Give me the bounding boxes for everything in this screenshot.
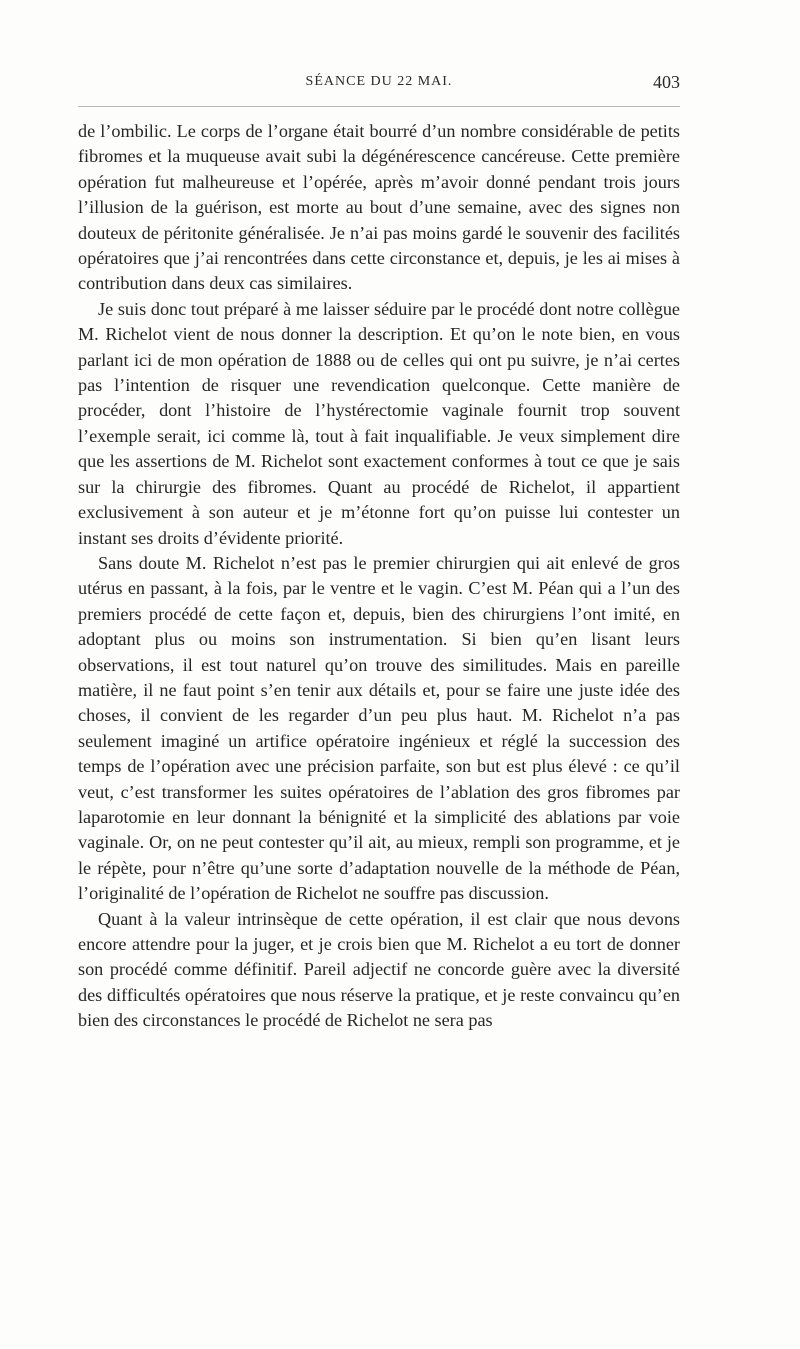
paragraph-4: Quant à la valeur intrinsèque de cette opération, il est clair que nous devons encore attendre pour la juger, et je crois bien que M. Richelot a eu tort de donner son procédé comme définitif. Pareil adjectif ne concorde guère avec la diversité des difficultés opératoires que nous réserve la pratique, et je reste convaincu qu’en bien des circonstances le procédé de Richelot ne sera pas [78, 908, 680, 1031]
paragraph-1: de l’ombilic. Le corps de l’organe était bourré d’un nombre considérable de petits fibromes et la muqueuse avait subi la dégénérescence cancéreuse. Cette première opération fut malheureuse et l’opérée, après m’avoir donné pendant trois jours l’illusion de la guérison, est morte au bout d’une semaine, avec des signes non douteux de péritonite généralisée. Je n’ai pas moins gardé le souvenir des facilités opératoires que j’ai rencontrées dans cette circonstance et, depuis, je les ai mises à contribution dans deux cas similaires. [78, 121, 680, 294]
paragraph-2: Je suis donc tout préparé à me laisser séduire par le procédé dont notre collègue M. Richelot vient de nous donner la description. Et qu’on le note bien, en vous parlant ici de mon opération de 1888 ou de celles qui ont pu suivre, je n’ai certes pas l’intention de risquer une revendication quelconque. Cette manière de procéder, dont l’histoire de l’hystérectomie vaginale fournit trop souvent l’exemple serait, ici comme là, tout à fait inqualifiable. Je veux simplement dire que les assertions de M. Richelot sont exactement conformes à tout ce que je sais sur la chirurgie des fibromes. Quant au procédé de Richelot, il appartient exclusivement à son auteur et je m’étonne fort qu’on puisse lui contester un instant ses droits d’évidente priorité. [78, 298, 680, 548]
page-number: 403 [653, 72, 680, 92]
running-head [78, 74, 680, 98]
paragraph-3: Sans doute M. Richelot n’est pas le premier chirurgien qui ait enlevé de gros utérus en passant, à la fois, par le ventre et le vagin. C’est M. Péan qui a l’un des premiers procédé de cette façon et, depuis, bien des chirurgiens l’ont imité, en adoptant plus ou moins son instrumentation. Si bien qu’en lisant leurs observations, il est tout naturel qu’on trouve des similitudes. Mais en pareille matière, il ne faut point s’en tenir aux détails et, pour se faire une juste idée des choses, il convient de les regarder d’un peu plus haut. M. Richelot n’a pas seulement imaginé un artifice opératoire ingénieux et réglé la succession des temps de l’opération avec une précision parfaite, son but est plus élevé : ce qu’il veut, c’est transformer les suites opératoires de l’ablation des gros fibromes par laparotomie en leur donnant la bénignité et la simplicité des ablations par voie vaginale. Or, on ne peut contester qu’il ait, au mieux, rempli son programme, et je le répète, pour n’être qu’une sorte d’adaptation nouvelle de la méthode de Péan, l’originalité de l’opération de Richelot ne souffre pas discussion. [78, 552, 680, 904]
body-text [78, 119, 680, 1034]
running-title: SÉANCE DU 22 MAI. [305, 74, 453, 89]
header-rule [78, 106, 680, 107]
